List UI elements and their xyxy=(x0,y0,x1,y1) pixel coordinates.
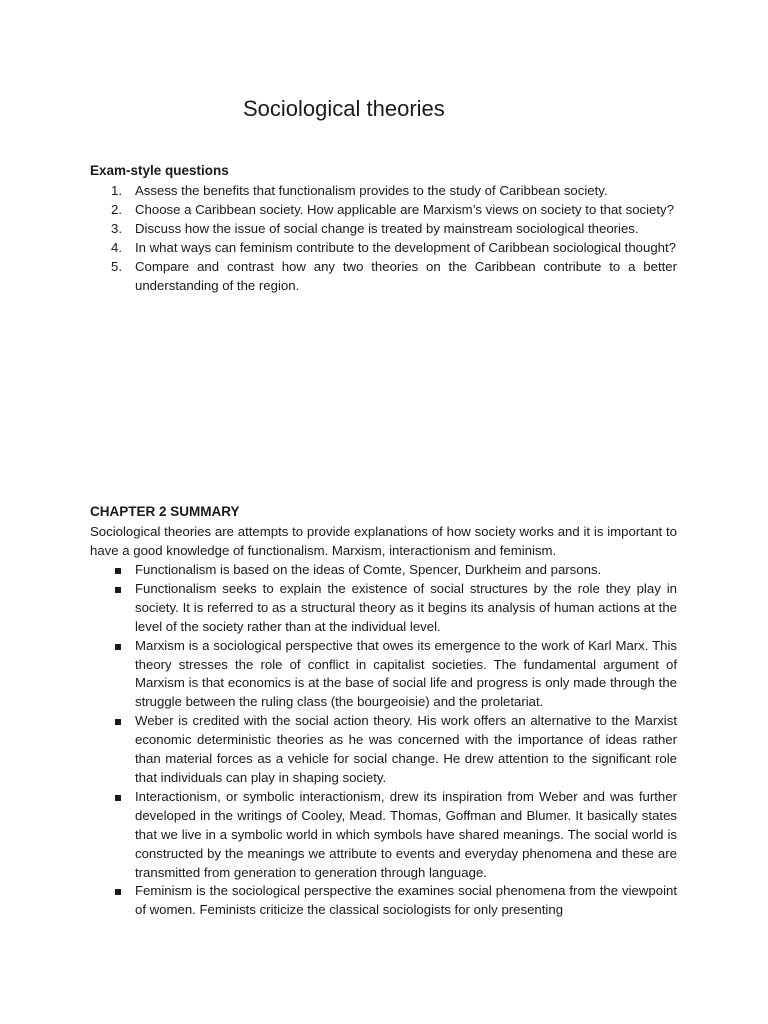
question-number: 2. xyxy=(111,201,122,217)
bullet-text: Functionalism is based on the ideas of Comte, Spencer, Durkheim and parsons. xyxy=(135,562,602,577)
question-number: 5. xyxy=(111,258,122,274)
summary-bullet-item xyxy=(90,561,677,580)
exam-question-item xyxy=(90,182,677,201)
square-bullet-icon xyxy=(115,587,121,593)
summary-bullet-item xyxy=(90,580,677,637)
question-text: In what ways can feminism contribute to the development of Caribbean sociological thought? xyxy=(135,239,676,255)
square-bullet-icon xyxy=(115,568,121,574)
square-bullet-icon xyxy=(115,889,121,895)
summary-bullet-item xyxy=(90,637,677,713)
summary-intro-paragraph: Sociological theories are attempts to provide explanations of how society works and it is important to have a good knowledge of functionalism. Marxism, interactionism and feminism. xyxy=(90,524,677,558)
question-number: 1. xyxy=(111,183,122,198)
square-bullet-icon xyxy=(115,719,121,725)
summary-bullet-item xyxy=(90,882,677,920)
square-bullet-icon xyxy=(115,795,121,801)
page-title: Sociological theories xyxy=(243,96,445,121)
question-number: 4. xyxy=(111,239,122,255)
question-text: Discuss how the issue of social change is treated by mainstream sociological theories. xyxy=(135,220,639,236)
bullet-text: Weber is credited with the social action theory. His work offers an alternative to the Marxist economic deterministic theories as he was concerned with the importance of ideas rather than material forces as a vehicle for social change. He drew attention to the significant role that individuals can play in shaping society. xyxy=(135,713,677,785)
exam-questions-heading: Exam-style questions xyxy=(90,163,229,178)
exam-questions-list xyxy=(90,182,677,295)
summary-bullet-item xyxy=(90,712,677,788)
square-bullet-icon xyxy=(115,644,121,650)
exam-question-item xyxy=(90,239,677,258)
exam-question-item xyxy=(90,201,677,220)
bullet-text: Functionalism seeks to explain the existence of social structures by the role they play in society. It is referred to as a structural theory as it begins its analysis of human actions at the level of the society rather than at the individual level. xyxy=(135,580,677,634)
exam-question-item xyxy=(90,258,677,296)
question-text: Compare and contrast how any two theories on the Caribbean contribute to a better understanding of the region. xyxy=(135,258,677,293)
summary-bullet-item xyxy=(90,788,677,883)
bullet-text: Marxism is a sociological perspective that owes its emergence to the work of Karl Marx. This theory stresses the role of conflict in capitalist societies. The fundamental argument of Marxism is that economics is at the base of social life and progress is only made through the struggle between the ruling class (the bourgeoisie) and the proletariat. xyxy=(135,637,677,710)
bullet-text: Interactionism, or symbolic interactionism, drew its inspiration from Weber and was further developed in the writings of Cooley, Mead. Thomas, Goffman and Blumer. It basically states that we live in a symbolic world in which symbols have shared meanings. The social world is constructed by the meanings we attribute to events and everyday phenomena and these are transmitted from generation to generation through language. xyxy=(135,788,677,880)
summary-bullet-list xyxy=(90,561,677,920)
question-text: Choose a Caribbean society. How applicable are Marxism’s views on society to that society? xyxy=(135,201,674,217)
question-number: 3. xyxy=(111,220,122,236)
exam-question-item xyxy=(90,220,677,239)
bullet-text: Feminism is the sociological perspective the examines social phenomena from the viewpoint of women. Feminists criticize the classical sociologists for only presenting xyxy=(135,883,677,918)
chapter-summary-heading: CHAPTER 2 SUMMARY xyxy=(90,504,240,519)
question-text: Assess the benefits that functionalism provides to the study of Caribbean society. xyxy=(135,183,608,198)
